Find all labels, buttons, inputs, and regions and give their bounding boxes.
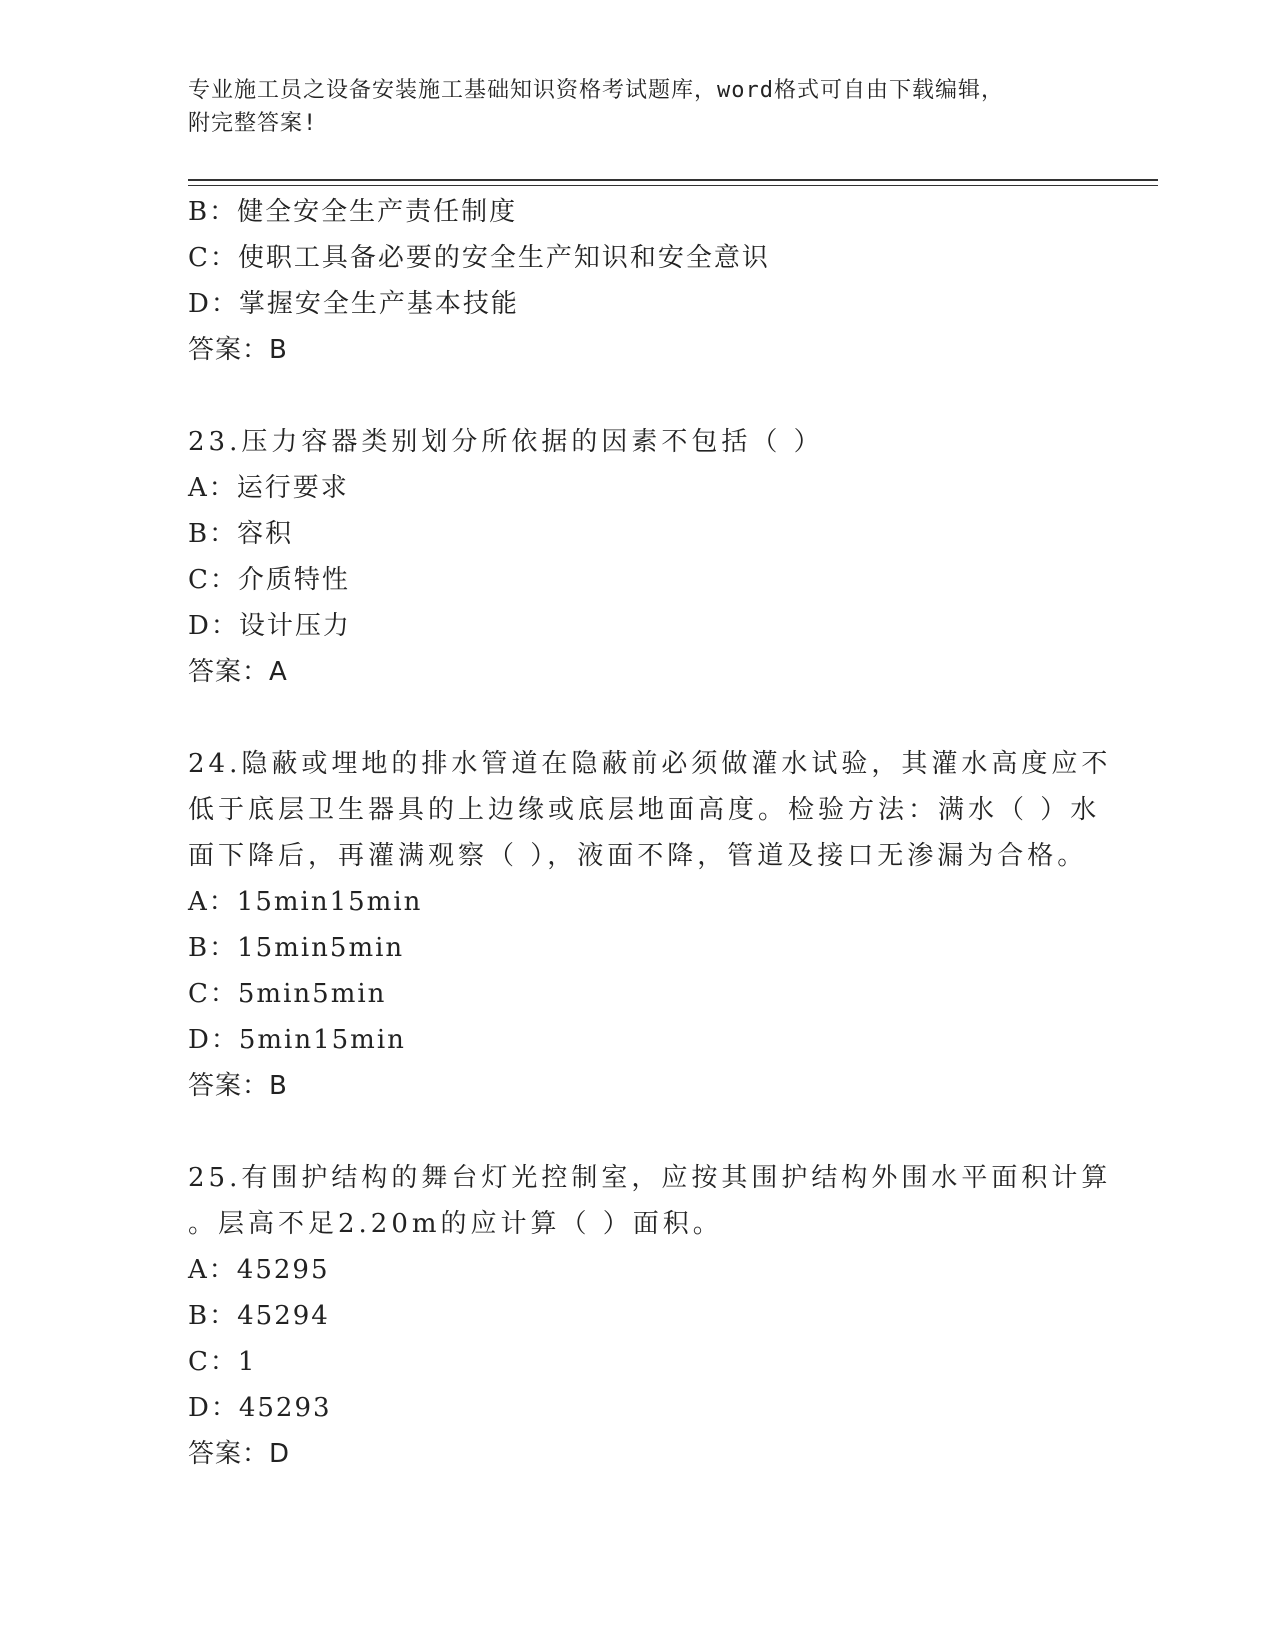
option-a: A：运行要求: [188, 473, 349, 503]
header-line-1: 专业施工员之设备安装施工基础知识资格考试题库，word格式可自由下载编辑，: [188, 78, 1004, 103]
question-stem: 24.隐蔽或埋地的排水管道在隐蔽前必须做灌水试验，其灌水高度应不: [188, 749, 1112, 779]
option-d: D：5min15min: [188, 1025, 406, 1055]
option-b: B：容积: [188, 519, 294, 549]
question-24: [188, 741, 1112, 1109]
question-stem: 23.压力容器类别划分所依据的因素不包括（ ）: [188, 427, 824, 457]
header-divider-thin: [188, 185, 1158, 186]
option-a: A：45295: [188, 1255, 330, 1285]
question-stem: 25.有围护结构的舞台灯光控制室，应按其围护结构外围水平面积计算: [188, 1163, 1112, 1193]
option-d: D：设计压力: [188, 611, 351, 641]
answer-line: 答案：A: [188, 657, 288, 687]
option-b: B：45294: [188, 1301, 330, 1331]
option-c: C：使职工具备必要的安全生产知识和安全意识: [188, 243, 770, 273]
question-stem: 低于底层卫生器具的上边缘或底层地面高度。检验方法：满水（ ）水: [188, 795, 1101, 825]
option-c: C：5min5min: [188, 979, 387, 1009]
question-22-continued: [188, 189, 1088, 373]
question-23: [188, 419, 1088, 695]
option-d: D：掌握安全生产基本技能: [188, 289, 519, 319]
option-b: B：15min5min: [188, 933, 405, 963]
answer-line: 答案：B: [188, 335, 288, 365]
question-stem: 。层高不足2.20m的应计算（ ）面积。: [188, 1209, 723, 1239]
header-line-2: 附完整答案!: [188, 111, 318, 136]
header-divider-thick: [188, 179, 1158, 181]
option-b: B：健全安全生产责任制度: [188, 197, 518, 227]
document-body: [188, 189, 1112, 1477]
question-stem: 面下降后，再灌满观察（ ），液面不降，管道及接口无渗漏为合格。: [188, 841, 1088, 871]
option-a: A：15min15min: [188, 887, 423, 917]
option-c: C：介质特性: [188, 565, 350, 595]
option-c: C：1: [188, 1347, 257, 1377]
answer-line: 答案：B: [188, 1071, 288, 1101]
question-25: [188, 1155, 1112, 1477]
option-d: D：45293: [188, 1393, 332, 1423]
document-header: [188, 74, 1088, 140]
answer-line: 答案：D: [188, 1439, 291, 1469]
